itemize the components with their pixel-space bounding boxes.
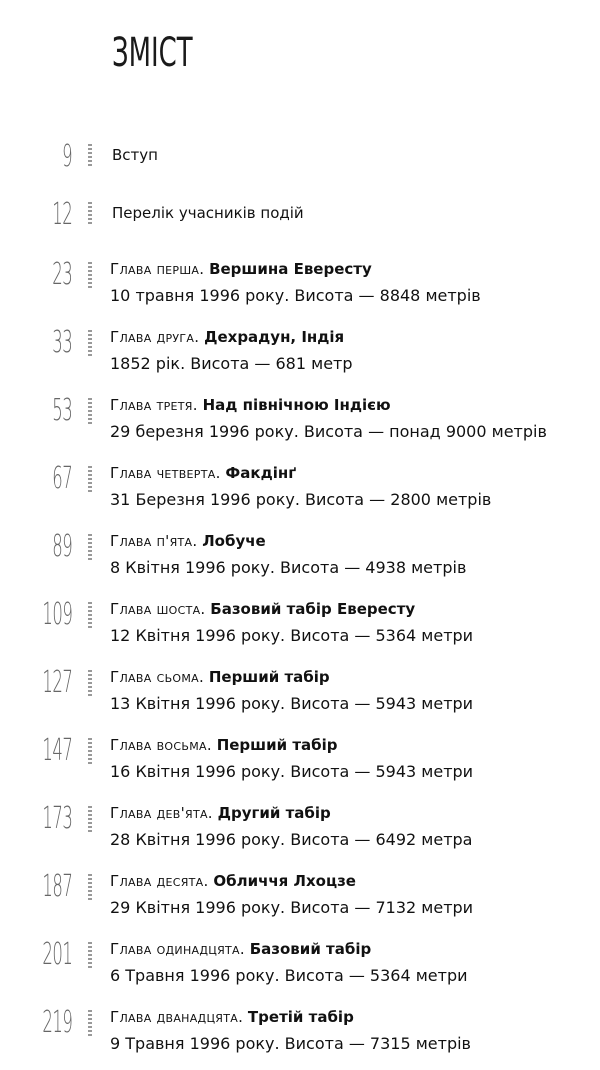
dotted-separator [88, 1010, 92, 1038]
page-number: 53 [52, 393, 72, 428]
chapter-subtitle: 1852 рік. Висота — 681 метр [110, 354, 353, 373]
chapter-label: Глава восьма. [110, 736, 212, 754]
dotted-separator [88, 670, 92, 698]
page-title: ЗМІСТ [112, 30, 193, 76]
chapter-subtitle: 9 Травня 1996 року. Висота — 7315 метрів [110, 1034, 471, 1053]
dotted-separator [88, 262, 92, 290]
chapter-title: Перший табір [216, 736, 338, 754]
chapter-heading [110, 870, 356, 892]
chapter-heading [110, 598, 415, 620]
entry-title: Вступ [112, 146, 158, 164]
page-number: 219 [42, 1005, 72, 1040]
chapter-heading [110, 462, 296, 484]
page-number: 127 [42, 665, 72, 700]
chapter-subtitle: 8 Квітня 1996 року. Висота — 4938 метрів [110, 558, 467, 577]
dotted-separator [88, 466, 92, 494]
chapter-heading [110, 938, 371, 960]
chapter-title: Дехрадун, Індія [204, 328, 345, 346]
chapter-heading [110, 530, 266, 552]
chapter-title: Факдінґ [225, 464, 297, 482]
dotted-separator [88, 602, 92, 630]
dotted-separator [88, 806, 92, 834]
chapter-label: Глава дев'ята. [110, 804, 213, 822]
page-number: 67 [52, 461, 72, 496]
chapter-label: Глава десята. [110, 872, 209, 890]
dotted-separator [88, 942, 92, 970]
chapter-heading [110, 666, 330, 688]
chapter-heading [110, 802, 331, 824]
chapter-label: Глава перша. [110, 260, 205, 278]
chapter-heading [110, 734, 338, 756]
chapter-label: Глава четверта. [110, 464, 221, 482]
chapter-title: Вершина Евересту [209, 260, 372, 278]
chapter-subtitle: 10 травня 1996 року. Висота — 8848 метрів [110, 286, 481, 305]
page-number: 89 [52, 529, 72, 564]
dotted-separator [88, 330, 92, 358]
chapter-title: Перший табір [208, 668, 330, 686]
chapter-title: Базовий табір [249, 940, 372, 958]
chapter-label: Глава п'ята. [110, 532, 198, 550]
dotted-separator [88, 144, 92, 166]
chapter-heading [110, 394, 391, 416]
chapter-subtitle: 28 Квітня 1996 року. Висота — 6492 метра [110, 830, 473, 849]
page-number: 23 [52, 257, 72, 292]
chapter-title: Над північною Індією [202, 396, 391, 414]
page-number: 187 [42, 869, 72, 904]
chapter-subtitle: 6 Травня 1996 року. Висота — 5364 метри [110, 966, 468, 985]
chapter-label: Глава одинадцята. [110, 940, 245, 958]
dotted-separator [88, 738, 92, 766]
dotted-separator [88, 874, 92, 902]
page-number: 109 [42, 597, 72, 632]
page-number: 33 [52, 325, 72, 360]
chapter-title: Обличчя Лхоцзе [213, 872, 356, 890]
chapter-label: Глава шоста. [110, 600, 206, 618]
chapter-heading [110, 1006, 354, 1028]
chapter-title: Третій табір [247, 1008, 354, 1026]
chapter-subtitle: 13 Квітня 1996 року. Висота — 5943 метри [110, 694, 474, 713]
page-number: 12 [52, 197, 72, 232]
chapter-title: Другий табір [217, 804, 331, 822]
chapter-subtitle: 16 Квітня 1996 року. Висота — 5943 метри [110, 762, 474, 781]
chapter-label: Глава дванадцята. [110, 1008, 244, 1026]
chapter-label: Глава друга. [110, 328, 200, 346]
chapter-label: Глава сьома. [110, 668, 205, 686]
chapter-subtitle: 12 Квітня 1996 року. Висота — 5364 метри [110, 626, 474, 645]
chapter-subtitle: 29 Квітня 1996 року. Висота — 7132 метри [110, 898, 474, 917]
dotted-separator [88, 534, 92, 562]
page-number: 147 [42, 733, 72, 768]
chapter-title: Базовий табір Евересту [210, 600, 416, 618]
chapter-heading [110, 258, 372, 280]
dotted-separator [88, 398, 92, 426]
entry-title: Перелік учасників подій [112, 204, 304, 222]
page-number: 201 [42, 937, 72, 972]
chapter-label: Глава третя. [110, 396, 198, 414]
chapter-heading [110, 326, 344, 348]
chapter-subtitle: 29 березня 1996 року. Висота — понад 9000 метрів [110, 422, 547, 441]
chapter-title: Лобуче [202, 532, 266, 550]
page-number: 173 [42, 801, 72, 836]
page-number: 9 [62, 139, 72, 174]
chapter-subtitle: 31 Березня 1996 року. Висота — 2800 метрів [110, 490, 492, 509]
dotted-separator [88, 202, 92, 224]
